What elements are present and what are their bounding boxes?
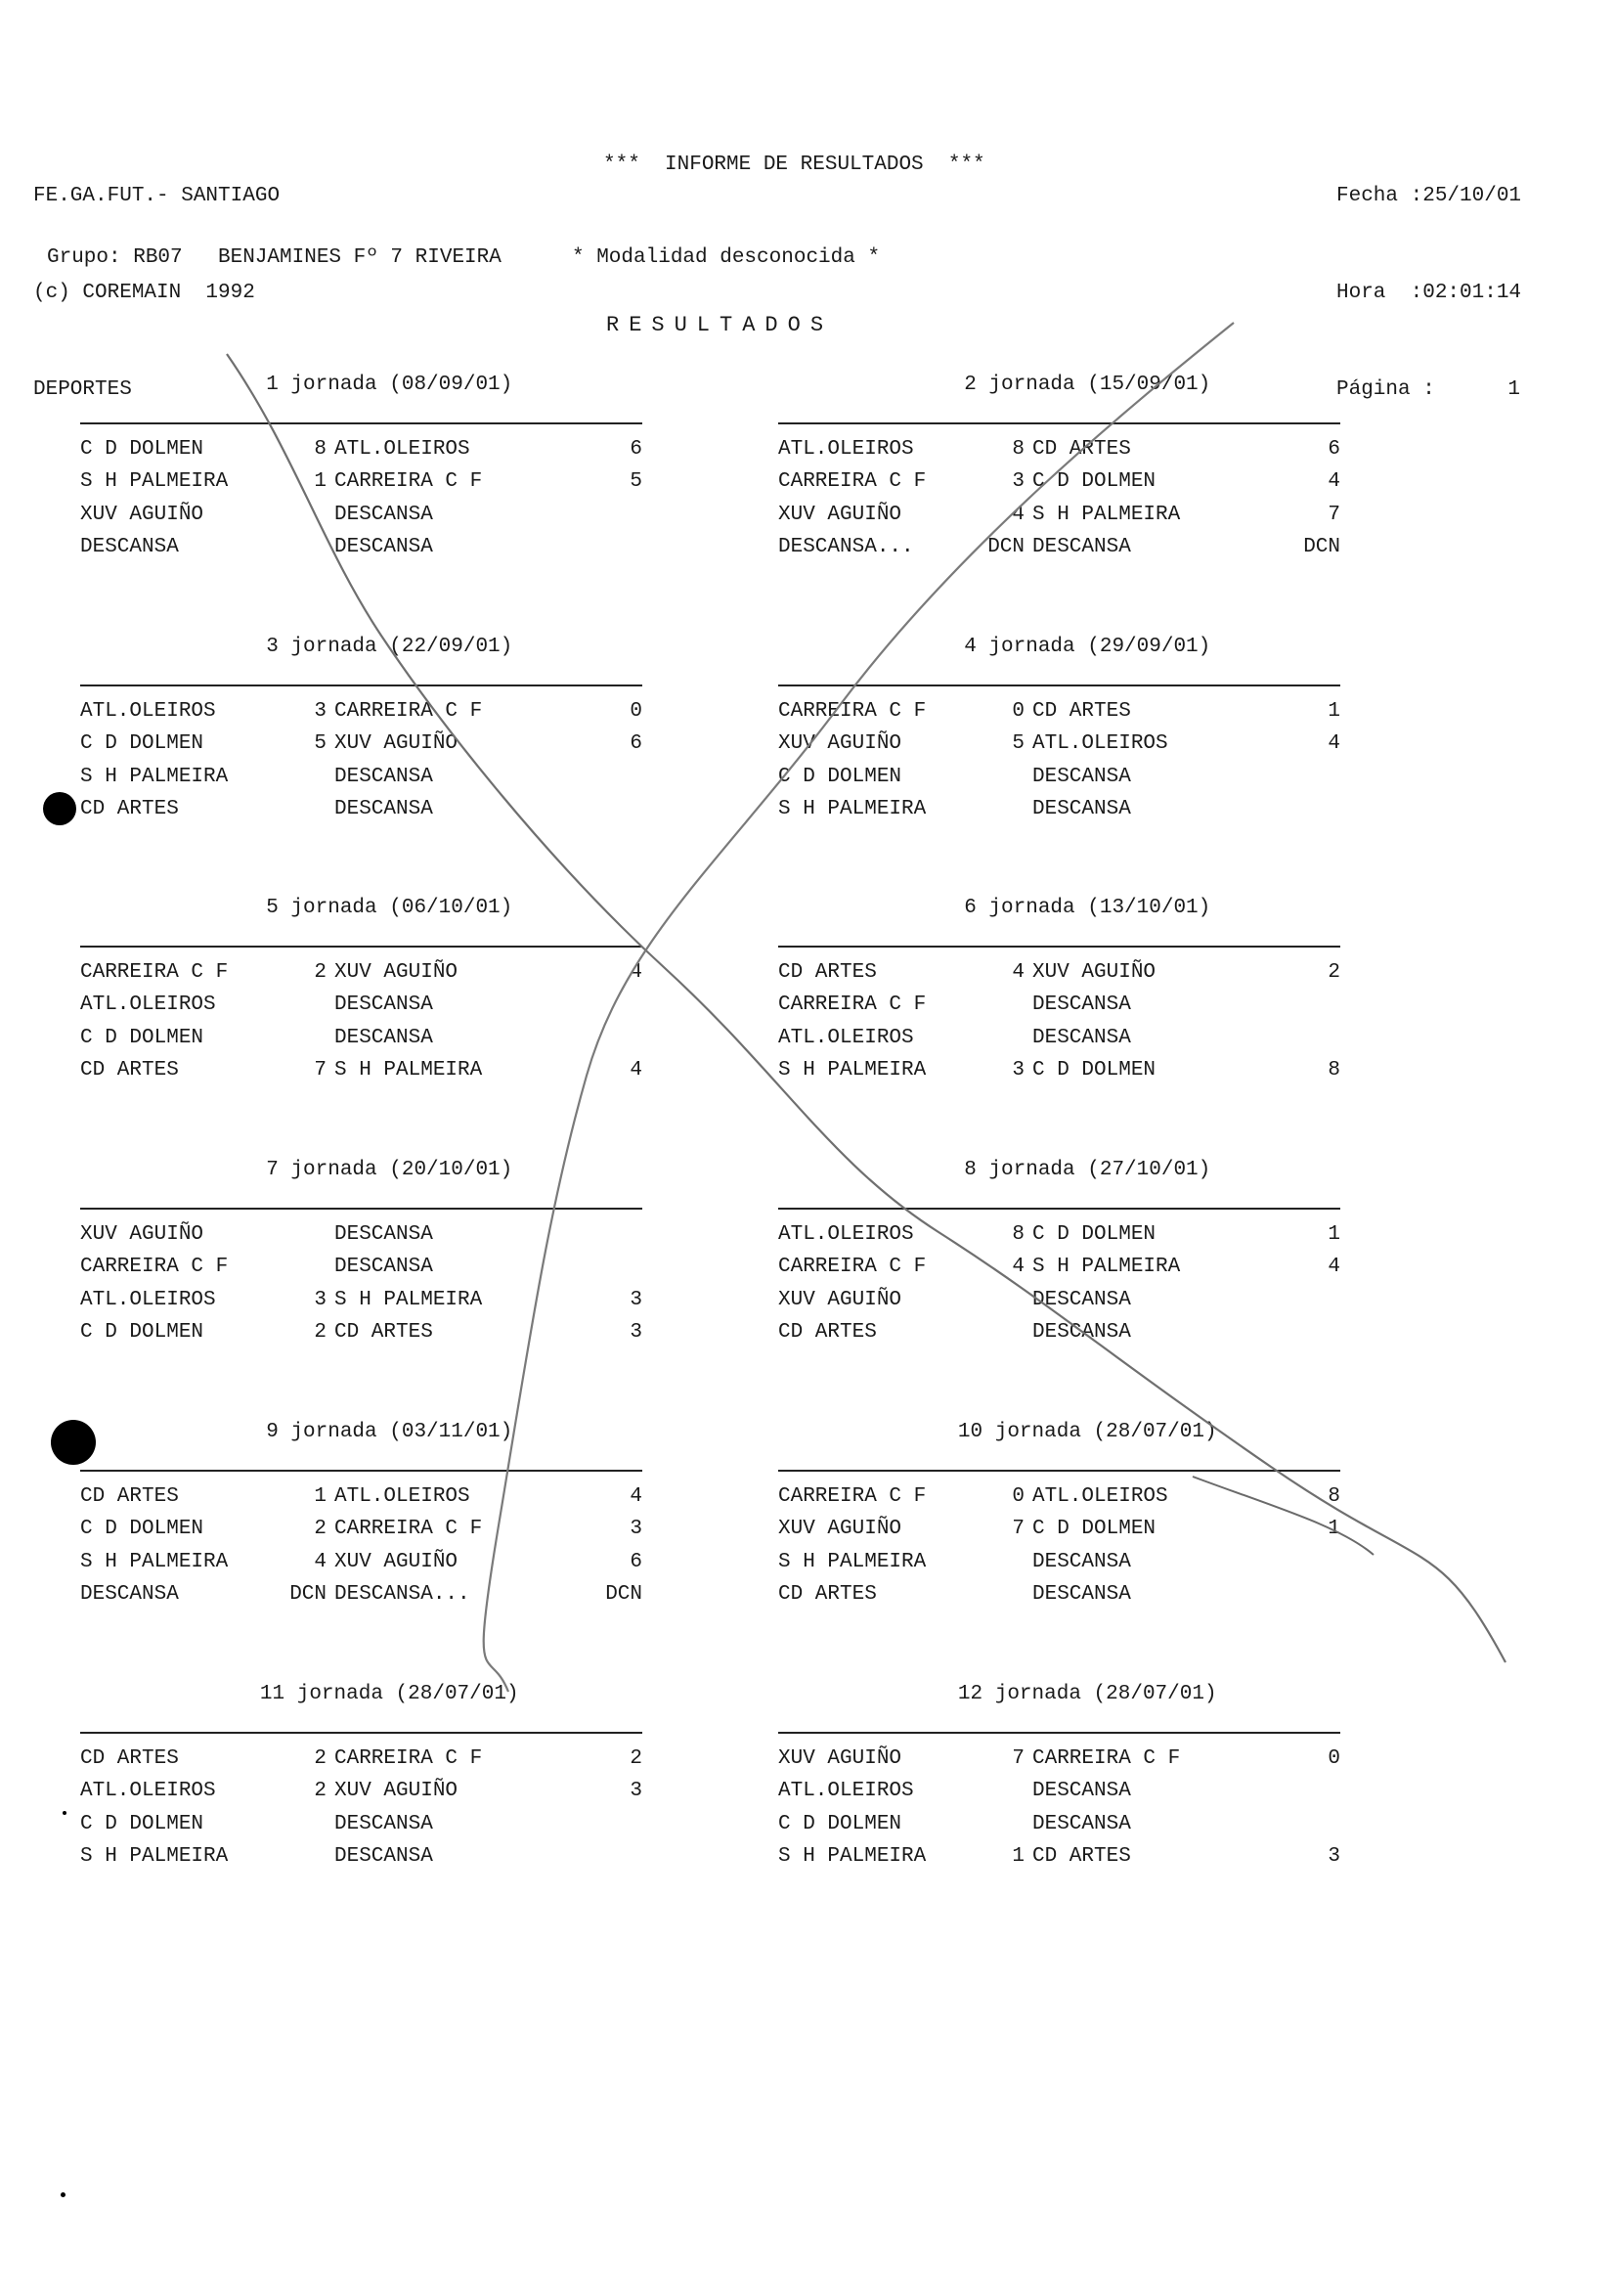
punch-hole: [51, 1420, 96, 1465]
away-score: DCN: [605, 1583, 642, 1607]
match-list: [778, 1223, 1340, 1354]
fecha-value: 25/10/01: [1422, 185, 1522, 207]
away-score: 6: [1328, 438, 1340, 461]
home-score: 8: [1012, 438, 1025, 461]
home-team: CD ARTES: [80, 1059, 179, 1082]
home-team: XUV AGUIÑO: [778, 1288, 902, 1311]
match-row: [80, 504, 642, 536]
home-score: 3: [1012, 470, 1025, 494]
jornada-rule: [778, 422, 1340, 424]
home-team: CARREIRA C F: [80, 961, 229, 984]
away-team: CARREIRA C F: [334, 700, 483, 723]
away-score: 6: [630, 732, 642, 756]
jornada-rule: [778, 1208, 1340, 1210]
jornada-title: 12 jornada (28/07/01): [957, 1683, 1217, 1705]
home-team: C D DOLMEN: [778, 1812, 902, 1835]
away-team: CD ARTES: [1032, 438, 1131, 461]
away-team: ATL.OLEIROS: [1032, 732, 1168, 756]
jornada-rule: [80, 422, 642, 424]
match-row: [778, 470, 1340, 503]
away-team: S H PALMEIRA: [1032, 1256, 1181, 1279]
match-row: [80, 1518, 642, 1550]
home-team: XUV AGUIÑO: [778, 732, 902, 756]
match-row: [80, 1845, 642, 1877]
match-row: [80, 1059, 642, 1091]
home-team: CARREIRA C F: [778, 700, 927, 723]
jornada-title: 5 jornada (06/10/01): [266, 897, 513, 919]
match-row: [80, 798, 642, 830]
away-team: DESCANSA: [334, 536, 433, 559]
home-team: CD ARTES: [80, 798, 179, 821]
home-team: ATL.OLEIROS: [778, 1026, 914, 1049]
away-team: CARREIRA C F: [334, 1747, 483, 1770]
match-row: [80, 700, 642, 732]
match-row: [80, 1551, 642, 1583]
away-team: DESCANSA: [1032, 798, 1131, 821]
home-team: XUV AGUIÑO: [80, 1223, 204, 1246]
hora-label: Hora :: [1336, 282, 1423, 304]
jornada-rule: [778, 1470, 1340, 1472]
match-row: [80, 1027, 642, 1059]
match-row: [80, 766, 642, 798]
home-team: CARREIRA C F: [778, 1485, 927, 1508]
home-score: 4: [1012, 961, 1025, 984]
match-row: [778, 1485, 1340, 1518]
header-org: FE.GA.FUT.- SANTIAGO: [33, 185, 281, 207]
home-score: 3: [314, 1288, 327, 1311]
home-score: 1: [314, 470, 327, 494]
match-row: [80, 1583, 642, 1615]
away-team: DESCANSA: [1032, 765, 1131, 788]
home-score: DCN: [289, 1583, 327, 1607]
away-score: 0: [630, 700, 642, 723]
away-score: 8: [1328, 1059, 1340, 1082]
home-score: 2: [314, 1747, 327, 1770]
match-row: [778, 536, 1340, 568]
away-team: DESCANSA: [1032, 1812, 1131, 1835]
home-score: 7: [1012, 1518, 1025, 1541]
jornada-title: 4 jornada (29/09/01): [964, 636, 1211, 658]
match-row: [80, 961, 642, 993]
home-team: CARREIRA C F: [778, 1256, 927, 1279]
home-score: 1: [314, 1485, 327, 1508]
match-list: [80, 1485, 642, 1616]
away-score: 4: [630, 961, 642, 984]
home-team: ATL.OLEIROS: [80, 700, 216, 723]
jornada-title: 10 jornada (28/07/01): [957, 1421, 1217, 1443]
match-list: [80, 1747, 642, 1878]
home-score: 4: [1012, 503, 1025, 526]
away-team: CARREIRA C F: [334, 470, 483, 494]
fecha-label: Fecha :: [1336, 185, 1423, 207]
grupo-label: Grupo: RB07: [47, 246, 183, 269]
home-team: ATL.OLEIROS: [80, 1780, 216, 1803]
home-team: CD ARTES: [778, 1583, 877, 1607]
jornada-rule: [80, 684, 642, 686]
home-team: ATL.OLEIROS: [80, 993, 216, 1017]
home-score: 3: [1012, 1059, 1025, 1082]
home-team: XUV AGUIÑO: [80, 503, 204, 526]
home-team: ATL.OLEIROS: [778, 1223, 914, 1246]
away-score: 4: [630, 1485, 642, 1508]
home-team: S H PALMEIRA: [778, 1550, 927, 1573]
home-team: CD ARTES: [80, 1485, 179, 1508]
home-team: S H PALMEIRA: [778, 798, 927, 821]
home-team: C D DOLMEN: [80, 1321, 204, 1345]
home-score: 8: [314, 438, 327, 461]
pagina-label: Página :: [1336, 378, 1435, 401]
jornada-rule: [778, 1732, 1340, 1734]
match-list: [80, 1223, 642, 1354]
away-team: DESCANSA: [1032, 1583, 1131, 1607]
home-team: ATL.OLEIROS: [778, 438, 914, 461]
grupo-name: BENJAMINES Fº 7 RIVEIRA: [218, 246, 502, 269]
away-score: 8: [1328, 1485, 1340, 1508]
away-team: DESCANSA: [1032, 1780, 1131, 1803]
away-team: CD ARTES: [1032, 1845, 1131, 1869]
away-score: 4: [1328, 732, 1340, 756]
away-team: DESCANSA: [334, 993, 433, 1017]
report-title: *** INFORME DE RESULTADOS ***: [603, 154, 985, 176]
away-score: 3: [630, 1518, 642, 1541]
match-row: [778, 1321, 1340, 1353]
jornada-rule: [80, 1732, 642, 1734]
home-score: 0: [1012, 1485, 1025, 1508]
away-team: ATL.OLEIROS: [1032, 1485, 1168, 1508]
match-row: [80, 1321, 642, 1353]
away-team: C D DOLMEN: [1032, 470, 1157, 494]
match-row: [80, 1780, 642, 1812]
away-team: CD ARTES: [334, 1321, 433, 1345]
away-score: 0: [1328, 1747, 1340, 1770]
away-team: DESCANSA: [334, 503, 433, 526]
match-row: [80, 1289, 642, 1321]
home-score: 5: [314, 732, 327, 756]
jornada-title: 6 jornada (13/10/01): [964, 897, 1211, 919]
match-row: [80, 1485, 642, 1518]
away-score: 7: [1328, 503, 1340, 526]
home-team: DESCANSA: [80, 1583, 179, 1607]
away-team: DESCANSA: [334, 765, 433, 788]
home-team: C D DOLMEN: [80, 438, 204, 461]
home-team: C D DOLMEN: [80, 1026, 204, 1049]
header-right: [1336, 115, 1520, 470]
match-row: [778, 1780, 1340, 1812]
away-score: 6: [630, 438, 642, 461]
speck: [63, 1811, 66, 1815]
away-score: 6: [630, 1550, 642, 1573]
match-row: [778, 1845, 1340, 1877]
home-team: C D DOLMEN: [778, 765, 902, 788]
home-team: CARREIRA C F: [778, 470, 927, 494]
home-team: C D DOLMEN: [80, 1518, 204, 1541]
away-score: 3: [630, 1321, 642, 1345]
home-score: 1: [1012, 1845, 1025, 1869]
away-team: C D DOLMEN: [1032, 1223, 1157, 1246]
match-row: [778, 961, 1340, 993]
jornada-rule: [778, 946, 1340, 948]
away-team: C D DOLMEN: [1032, 1059, 1157, 1082]
match-row: [778, 1027, 1340, 1059]
hora-value: 02:01:14: [1422, 282, 1522, 304]
away-team: ATL.OLEIROS: [334, 1485, 470, 1508]
away-score: 2: [1328, 961, 1340, 984]
home-score: 3: [314, 700, 327, 723]
match-row: [778, 1518, 1340, 1550]
match-row: [778, 1256, 1340, 1288]
away-team: XUV AGUIÑO: [1032, 961, 1157, 984]
home-team: DESCANSA: [80, 536, 179, 559]
match-row: [80, 536, 642, 568]
away-team: DESCANSA: [1032, 1026, 1131, 1049]
home-team: S H PALMEIRA: [80, 470, 229, 494]
home-team: S H PALMEIRA: [778, 1845, 927, 1869]
jornada-rule: [80, 946, 642, 948]
away-score: 4: [1328, 1256, 1340, 1279]
away-score: DCN: [1303, 536, 1340, 559]
away-score: 3: [630, 1288, 642, 1311]
away-team: CARREIRA C F: [1032, 1747, 1181, 1770]
jornada-rule: [80, 1470, 642, 1472]
away-score: 4: [630, 1059, 642, 1082]
away-team: XUV AGUIÑO: [334, 961, 458, 984]
home-team: ATL.OLEIROS: [80, 1288, 216, 1311]
match-list: [778, 1485, 1340, 1616]
match-row: [778, 1551, 1340, 1583]
away-team: S H PALMEIRA: [334, 1059, 483, 1082]
away-team: DESCANSA: [334, 1812, 433, 1835]
home-team: CD ARTES: [778, 961, 877, 984]
away-score: 1: [1328, 1518, 1340, 1541]
pagina-value: 1: [1507, 378, 1520, 401]
away-team: DESCANSA: [334, 1845, 433, 1869]
jornada-title: 11 jornada (28/07/01): [259, 1683, 519, 1705]
header-dept: DEPORTES: [33, 378, 132, 401]
away-team: DESCANSA: [334, 1026, 433, 1049]
match-row: [778, 798, 1340, 830]
match-row: [778, 993, 1340, 1026]
home-score: 2: [314, 1518, 327, 1541]
jornada-title: 8 jornada (27/10/01): [964, 1159, 1211, 1181]
home-team: XUV AGUIÑO: [778, 1747, 902, 1770]
match-list: [778, 700, 1340, 831]
match-list: [778, 438, 1340, 569]
match-row: [778, 504, 1340, 536]
jornada-title: 1 jornada (08/09/01): [266, 374, 513, 396]
away-team: DESCANSA: [334, 1256, 433, 1279]
home-team: CD ARTES: [80, 1747, 179, 1770]
grupo-modalidad: * Modalidad desconocida *: [572, 246, 881, 269]
home-score: 7: [1012, 1747, 1025, 1770]
match-row: [778, 766, 1340, 798]
header-copyright: (c) COREMAIN 1992: [33, 282, 255, 304]
home-team: S H PALMEIRA: [80, 765, 229, 788]
match-list: [80, 961, 642, 1092]
away-team: DESCANSA: [1032, 536, 1131, 559]
home-team: S H PALMEIRA: [80, 1845, 229, 1869]
match-list: [80, 438, 642, 569]
home-score: 7: [314, 1059, 327, 1082]
jornada-title: 2 jornada (15/09/01): [964, 374, 1211, 396]
match-row: [80, 438, 642, 470]
away-score: 3: [630, 1780, 642, 1803]
match-row: [80, 1256, 642, 1288]
away-score: 3: [1328, 1845, 1340, 1869]
away-team: DESCANSA: [334, 798, 433, 821]
punch-hole: [43, 792, 76, 825]
match-row: [80, 732, 642, 765]
home-score: 2: [314, 1780, 327, 1803]
away-team: DESCANSA: [1032, 1288, 1131, 1311]
away-score: 4: [1328, 470, 1340, 494]
match-row: [778, 438, 1340, 470]
match-row: [778, 700, 1340, 732]
home-team: CARREIRA C F: [778, 993, 927, 1017]
away-team: DESCANSA: [334, 1223, 433, 1246]
away-team: S H PALMEIRA: [334, 1288, 483, 1311]
jornada-title: 3 jornada (22/09/01): [266, 636, 513, 658]
match-row: [778, 1583, 1340, 1615]
home-score: 4: [314, 1550, 327, 1573]
match-row: [80, 1747, 642, 1780]
away-team: DESCANSA: [1032, 993, 1131, 1017]
home-team: DESCANSA...: [778, 536, 914, 559]
away-team: XUV AGUIÑO: [334, 732, 458, 756]
home-team: S H PALMEIRA: [778, 1059, 927, 1082]
match-row: [80, 1223, 642, 1256]
away-score: 1: [1328, 1223, 1340, 1246]
home-team: CARREIRA C F: [80, 1256, 229, 1279]
home-team: CD ARTES: [778, 1321, 877, 1345]
match-list: [778, 1747, 1340, 1878]
home-score: DCN: [987, 536, 1025, 559]
jornada-rule: [778, 684, 1340, 686]
match-row: [778, 1813, 1340, 1845]
jornada-title: 9 jornada (03/11/01): [266, 1421, 513, 1443]
home-score: 8: [1012, 1223, 1025, 1246]
away-team: XUV AGUIÑO: [334, 1550, 458, 1573]
home-score: 2: [314, 961, 327, 984]
away-team: ATL.OLEIROS: [334, 438, 470, 461]
match-row: [80, 1813, 642, 1845]
match-list: [778, 961, 1340, 1092]
away-team: S H PALMEIRA: [1032, 503, 1181, 526]
away-team: CD ARTES: [1032, 700, 1131, 723]
away-team: C D DOLMEN: [1032, 1518, 1157, 1541]
speck: [61, 2192, 65, 2197]
home-score: 4: [1012, 1256, 1025, 1279]
match-row: [80, 470, 642, 503]
section-title: RESULTADOS: [606, 313, 834, 337]
match-row: [778, 1059, 1340, 1091]
match-row: [778, 1223, 1340, 1256]
away-team: DESCANSA...: [334, 1583, 470, 1607]
away-score: 2: [630, 1747, 642, 1770]
match-list: [80, 700, 642, 831]
away-score: 1: [1328, 700, 1340, 723]
home-team: C D DOLMEN: [80, 732, 204, 756]
home-score: 0: [1012, 700, 1025, 723]
home-team: ATL.OLEIROS: [778, 1780, 914, 1803]
match-row: [778, 732, 1340, 765]
jornada-rule: [80, 1208, 642, 1210]
home-score: 2: [314, 1321, 327, 1345]
away-team: XUV AGUIÑO: [334, 1780, 458, 1803]
home-score: 5: [1012, 732, 1025, 756]
away-team: DESCANSA: [1032, 1550, 1131, 1573]
jornada-title: 7 jornada (20/10/01): [266, 1159, 513, 1181]
home-team: C D DOLMEN: [80, 1812, 204, 1835]
away-team: DESCANSA: [1032, 1321, 1131, 1345]
away-score: 5: [630, 470, 642, 494]
home-team: XUV AGUIÑO: [778, 503, 902, 526]
home-team: S H PALMEIRA: [80, 1550, 229, 1573]
match-row: [80, 993, 642, 1026]
match-row: [778, 1289, 1340, 1321]
home-team: XUV AGUIÑO: [778, 1518, 902, 1541]
away-team: CARREIRA C F: [334, 1518, 483, 1541]
match-row: [778, 1747, 1340, 1780]
